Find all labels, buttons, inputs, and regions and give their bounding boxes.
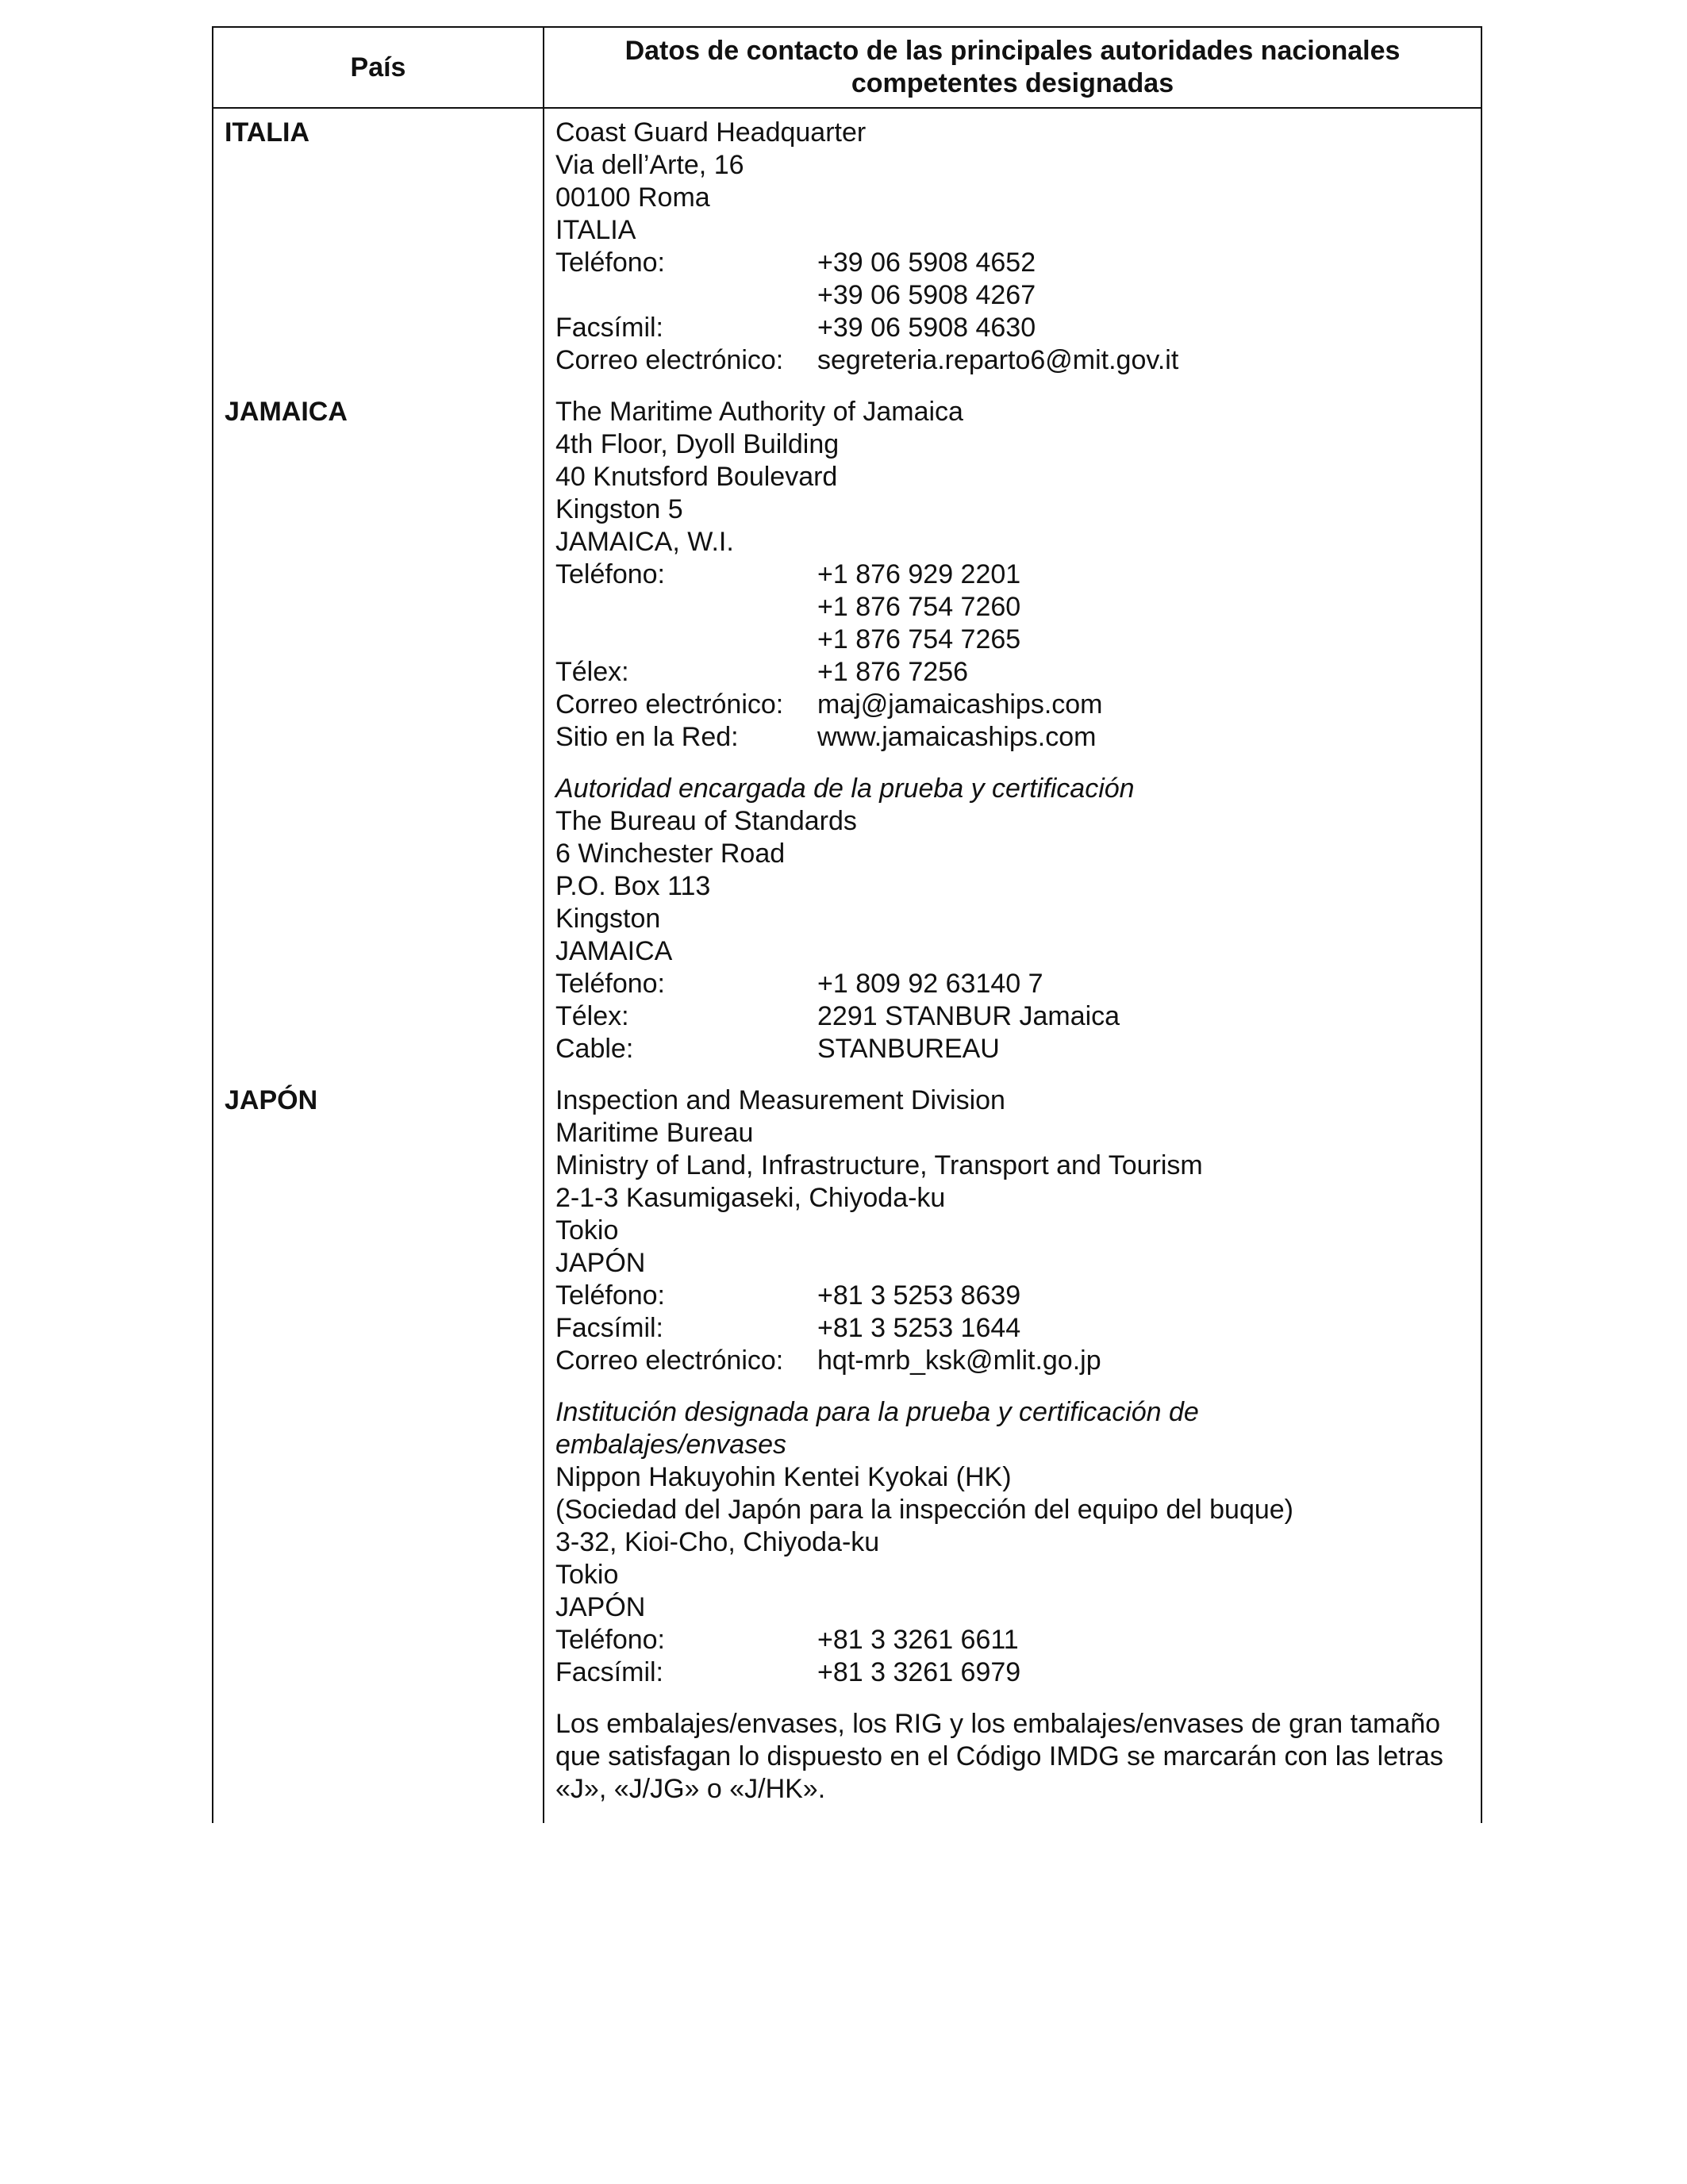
document-page (212, 26, 1481, 1823)
contact-block (555, 1708, 1470, 1806)
contact-field-value: +81 3 5253 1644 (817, 1313, 1021, 1343)
contact-block (555, 1084, 1470, 1377)
country-cell: ITALIA (213, 108, 544, 377)
address-line: The Maritime Authority of Jamaica (555, 397, 963, 427)
address-line: Kingston (555, 904, 661, 934)
table-header-row (213, 27, 1481, 108)
contact-field-row (555, 1656, 1470, 1689)
contact-field-row (555, 279, 1470, 312)
contact-field-value: hqt-mrb_ksk@mlit.go.jp (817, 1345, 1101, 1376)
contact-block (555, 117, 1470, 377)
address-line: Via dell’Arte, 16 (555, 150, 744, 180)
contact-field-row (555, 689, 1470, 721)
contact-field-value: +1 809 92 63140 7 (817, 969, 1043, 999)
country-cell: JAMAICA (213, 377, 544, 1065)
contact-field-value: www.jamaicaships.com (817, 722, 1097, 752)
contact-field-label: Correo electrónico: (555, 345, 784, 375)
contact-field-row (555, 721, 1470, 754)
address-line: Nippon Hakuyohin Kentei Kyokai (HK) (555, 1462, 1012, 1492)
contact-field-label (555, 624, 817, 656)
address-line: 4th Floor, Dyoll Building (555, 429, 840, 459)
contact-field-value: +1 876 7256 (817, 657, 969, 687)
contact-field-label: Facsímil: (555, 1313, 663, 1343)
contact-field-label: Teléfono: (555, 1625, 665, 1655)
contact-block (555, 773, 1470, 1065)
address-line: Kingston 5 (555, 494, 683, 524)
contact-field-row (555, 1000, 1470, 1033)
designated-authority-note: Autoridad encargada de la prueba y certificación (555, 773, 1135, 804)
address-line: 2-1-3 Kasumigaseki, Chiyoda-ku (555, 1183, 946, 1213)
contact-field-value: maj@jamaicaships.com (817, 689, 1103, 720)
contact-field-row (555, 1280, 1470, 1312)
contact-field-label: Correo electrónico: (555, 689, 784, 720)
contact-field-row (555, 968, 1470, 1000)
contact-field-label (555, 279, 817, 312)
contact-field-row (555, 624, 1470, 656)
contact-field-row (555, 247, 1470, 279)
contact-field-label: Sitio en la Red: (555, 722, 739, 752)
contact-field-value: +81 3 3261 6611 (817, 1625, 1019, 1655)
contact-field-value: +1 876 929 2201 (817, 559, 1021, 589)
contact-field-row (555, 656, 1470, 689)
contact-field-row (555, 1345, 1470, 1377)
country-cell: JAPÓN (213, 1065, 544, 1823)
contact-field-label (555, 591, 817, 624)
contact-field-row (555, 1624, 1470, 1656)
table-row (213, 108, 1481, 377)
contact-field-row (555, 558, 1470, 591)
contact-field-label: Correo electrónico: (555, 1345, 784, 1376)
address-line: 3-32, Kioi-Cho, Chiyoda-ku (555, 1527, 880, 1557)
contact-field-value: +39 06 5908 4630 (817, 313, 1036, 343)
address-line: Coast Guard Headquarter (555, 117, 867, 148)
contact-details-cell (544, 1065, 1481, 1823)
contact-field-row (555, 312, 1470, 344)
address-line: JAMAICA, W.I. (555, 527, 734, 557)
header-country: País (213, 27, 544, 108)
contact-field-row (555, 1033, 1470, 1065)
designated-authority-note: embalajes/envases (555, 1430, 787, 1460)
designated-authority-note: Institución designada para la prueba y certificación de (555, 1397, 1199, 1427)
contact-field-value: +1 876 754 7265 (817, 624, 1021, 654)
contact-field-label: Télex: (555, 1001, 629, 1031)
address-line: Tokio (555, 1215, 619, 1246)
address-line: Inspection and Measurement Division (555, 1085, 1005, 1115)
address-line: Maritime Bureau (555, 1118, 754, 1148)
contact-details-cell (544, 377, 1481, 1065)
table-row (213, 1065, 1481, 1823)
table-body (213, 108, 1481, 1823)
address-line: ITALIA (555, 215, 636, 245)
contact-field-value: 2291 STANBUR Jamaica (817, 1001, 1120, 1031)
contact-field-value: STANBUREAU (817, 1034, 1000, 1064)
contact-field-row (555, 344, 1470, 377)
address-line: P.O. Box 113 (555, 871, 711, 901)
contact-field-label: Télex: (555, 657, 629, 687)
address-line: The Bureau of Standards (555, 806, 857, 836)
address-line: JAPÓN (555, 1592, 646, 1622)
contact-field-label: Facsímil: (555, 1657, 663, 1687)
address-line: JAMAICA (555, 936, 673, 966)
marking-note: Los embalajes/envases, los RIG y los embalajes/envases de gran tamaño que satisfagan lo dispuesto en el Código IMDG se marcarán con las letras «J», «J/JG» o «J/HK». (555, 1709, 1443, 1804)
contact-field-value: +81 3 5253 8639 (817, 1280, 1021, 1311)
contact-field-label: Teléfono: (555, 559, 665, 589)
contact-block (555, 1396, 1470, 1689)
contact-field-label: Teléfono: (555, 1280, 665, 1311)
address-line: 00100 Roma (555, 182, 710, 213)
address-line: Tokio (555, 1560, 619, 1590)
address-line: Ministry of Land, Infrastructure, Transport and Tourism (555, 1150, 1203, 1180)
contact-block (555, 396, 1470, 754)
contact-field-label: Facsímil: (555, 313, 663, 343)
header-contact-details: Datos de contacto de las principales autoridades nacionales competentes designadas (544, 27, 1481, 108)
contact-details-cell (544, 108, 1481, 377)
contact-field-value: segreteria.reparto6@mit.gov.it (817, 345, 1179, 375)
contact-field-label: Teléfono: (555, 969, 665, 999)
contact-field-label: Teléfono: (555, 248, 665, 278)
contact-field-label: Cable: (555, 1034, 634, 1064)
table-row (213, 377, 1481, 1065)
address-line: JAPÓN (555, 1248, 646, 1278)
contact-field-row (555, 1312, 1470, 1345)
contact-field-value: +81 3 3261 6979 (817, 1657, 1021, 1687)
contact-field-value: +39 06 5908 4652 (817, 248, 1036, 278)
contact-field-value: +1 876 754 7260 (817, 592, 1021, 622)
address-line: 6 Winchester Road (555, 839, 786, 869)
address-line: 40 Knutsford Boulevard (555, 462, 838, 492)
contact-field-value: +39 06 5908 4267 (817, 280, 1036, 310)
contacts-table (212, 26, 1482, 1823)
address-line: (Sociedad del Japón para la inspección del equipo del buque) (555, 1495, 1294, 1525)
contact-field-row (555, 591, 1470, 624)
